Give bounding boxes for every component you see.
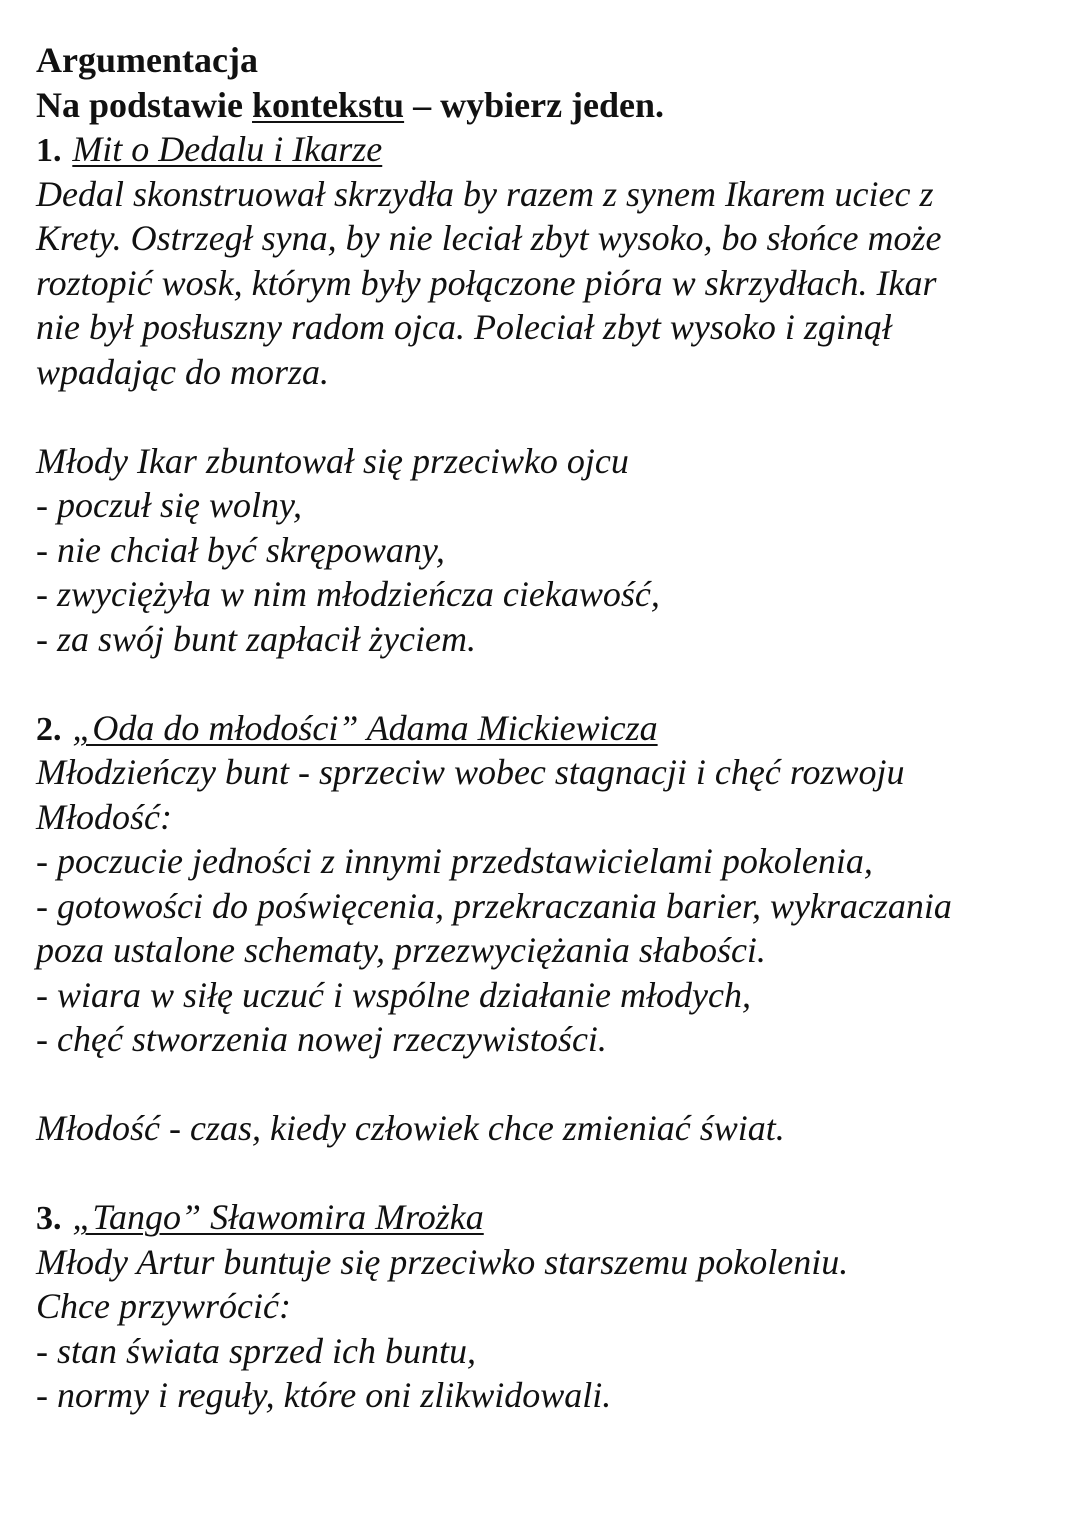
section-3-line: Młody Artur buntuje się przeciwko starszemu pokoleniu. [36, 1241, 849, 1282]
section-3-heading [36, 1195, 1046, 1240]
section-2-bullet: - wiara w siłę uczuć i wspólne działanie młodych, [36, 974, 751, 1015]
section-2-number: 2. [36, 710, 62, 748]
subtitle-underlined-word: kontekstu [252, 84, 405, 125]
section-1-line: Młody Ikar zbuntował się przeciwko ojcu [36, 440, 629, 481]
section-2-line: Młodzieńczy bunt - sprzeciw wobec stagnacji i chęć rozwoju [36, 752, 905, 792]
section-2-heading [36, 706, 1046, 751]
section-2-title: „Oda do młodości” Adama Mickiewicza [72, 707, 658, 748]
section-2-summary: Młodość - czas, kiedy człowiek chce zmieniać świat. [36, 1108, 785, 1148]
subtitle-prefix: Na podstawie [36, 84, 253, 125]
section-2-bullet: - poczucie jedności z innymi przedstawicielami pokolenia, [36, 841, 873, 881]
section-3-bullet: - stan świata sprzed ich buntu, [36, 1330, 477, 1371]
section-2-line: Młodość: [36, 796, 172, 837]
section-2-bullet: - gotowości do poświęcenia, przekraczania barier, wykraczania [36, 885, 952, 926]
section-2-line: poza ustalone schematy, przezwyciężania słabości. [36, 930, 766, 970]
section-1-bullet: - za swój bunt zapłacił życiem. [36, 618, 476, 659]
section-1-title: Mit o Dedalu i Ikarze [72, 129, 383, 169]
section-3-title: „Tango” Sławomira Mrożka [72, 1197, 484, 1237]
section-1-number: 1. [36, 132, 62, 169]
subtitle-suffix: – wybierz jeden. [404, 84, 665, 125]
spacer [36, 661, 1046, 706]
section-1-bullet: - nie chciał być skrępowany, [36, 529, 445, 570]
section-1-line: nie był posłuszny radom ojca. Poleciał zbyt wysoko i zginął [36, 307, 892, 347]
section-1-line: Krety. Ostrzegł syna, by nie leciał zbyt wysoko, bo słońce może [36, 218, 942, 258]
section-1-line: roztopić wosk, którym były połączone pióra w skrzydłach. Ikar [36, 262, 937, 303]
spacer [36, 1062, 1046, 1107]
document-page [36, 38, 1046, 1418]
document-title: Argumentacja [36, 40, 258, 80]
section-1-bullet: - poczuł się wolny, [36, 485, 302, 525]
document-subtitle [36, 83, 1046, 128]
section-1-heading [36, 127, 1046, 172]
spacer [36, 1151, 1046, 1196]
section-3-number: 3. [36, 1200, 62, 1237]
section-3-bullet: - normy i reguły, które oni zlikwidowali. [36, 1375, 612, 1415]
section-1-bullet: - zwyciężyła w nim młodzieńcza ciekawość, [36, 574, 660, 614]
section-3-line: Chce przywrócić: [36, 1286, 291, 1326]
section-1-line: Dedal skonstruował skrzydła by razem z synem Ikarem uciec z [36, 173, 934, 214]
section-2-bullet: - chęć stworzenia nowej rzeczywistości. [36, 1019, 607, 1059]
section-1-line: wpadając do morza. [36, 351, 330, 392]
spacer [36, 394, 1046, 439]
